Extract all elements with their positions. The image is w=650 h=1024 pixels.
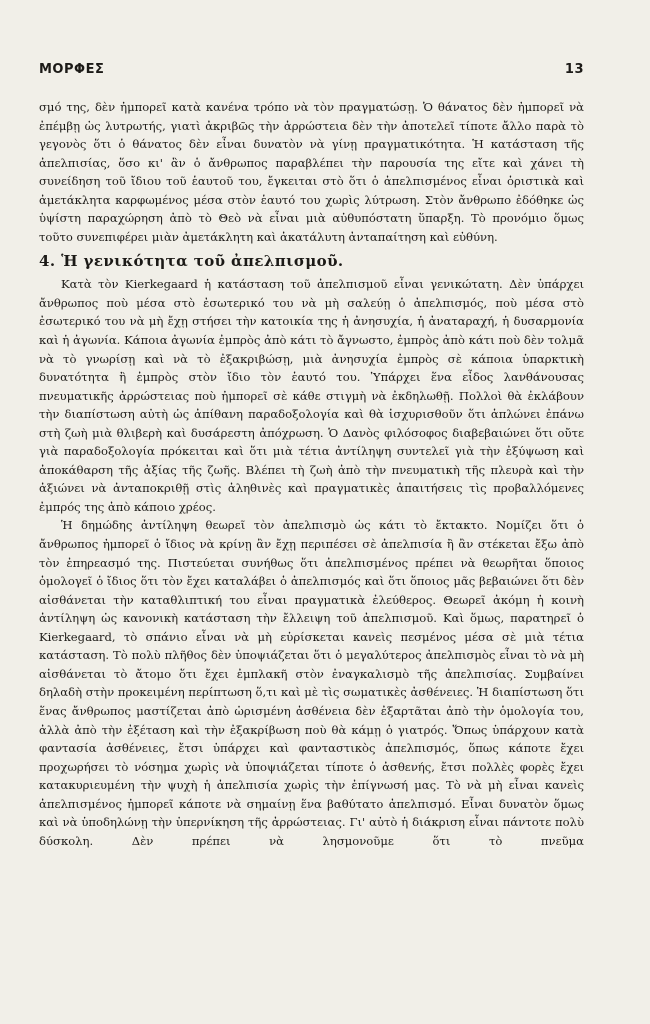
page-number: 13 bbox=[564, 62, 584, 77]
running-header bbox=[39, 62, 584, 77]
paragraph-continued: σμό της, δὲν ἠμπορεῖ κατὰ κανένα τρόπο νὰ τὸν πραγματώσῃ. Ὁ θάνατος δὲν ἠμπορεῖ νὰ ἐπέμβῃ ὡς λυτρωτής, γιατὶ ἀκριβῶς τὴν ἀρρώστεια δὲν τὴν ἀποτελεῖ τίποτε ἄλλο παρὰ τὸ γεγονὸς ὅτι ὁ θάνατος δὲν εἶναι δυνατὸν νὰ γίνῃ πραγματικότητα. Ἡ κατάσταση τῆς ἀπελπισίας, ὅσο κι' ἂν ὁ ἄνθρωπος παραβλέπει τὴν παρουσία της εἴτε καὶ χάνει τὴ συνείδηση τοῦ ἴδιου τοῦ ἑαυτοῦ του, ἔγκειται στὸ ὅτι ὁ ἀπελπισμένος εἶναι ὁριστικὰ καὶ ἀμετάκλητα καρφωμένος μέσα στὸν ἑαυτό του χωρὶς λύτρωση. Στὸν ἄνθρωπο ἐδόθηκε ὡς ὑψίστη παραχώρηση ἀπὸ τὸ Θεὸ νὰ εἶναι μιὰ αὐθυπόστατη ὕπαρξη. Τὸ προνόμιο ὅμως τοῦτο συνεπιφέρει μιὰν ἀμετάκλητη καὶ ἀκατάλυτη ἀνταπαίτηση καὶ εὐθύνη. bbox=[39, 100, 584, 244]
running-title: ΜΟΡΦΕΣ bbox=[39, 62, 105, 77]
section-title: Ἡ γενικότητα τοῦ ἀπελπισμοῦ. bbox=[61, 252, 344, 271]
page-body bbox=[39, 98, 584, 850]
section-number: 4. bbox=[39, 252, 56, 271]
section-heading bbox=[39, 250, 584, 272]
paragraph: Ἡ δημώδης ἀντίληψη θεωρεῖ τὸν ἀπελπισμὸ ὡς κάτι τὸ ἔκτακτο. Νομίζει ὅτι ὁ ἄνθρωπος ἠμπορεῖ ὁ ἴδιος νὰ κρίνῃ ἂν ἔχῃ περιπέσει σὲ ἀπελπισία ἢ ἂν στέκεται ἔξω ἀπὸ τὸν ἐπηρεασμό της. Πιστεύεται συνήθως ὅτι ἀπελπισμένος πρέπει νὰ θεωρῆται ὅποιος ὁμολογεῖ ὁ ἴδιος ὅτι τὸν ἔχει καταλάβει ὁ ἀπελπισμός καὶ ὅτι ὅποιος μᾶς βεβαιώνει ὅτι δὲν αἰσθάνεται τὴν καταθλιπτική του εἶναι πραγματικὰ ἐλεύθερος. Θεωρεῖ ἀκόμη ἡ κοινὴ ἀντίληψη ὡς κανονικὴ κατάσταση τὴν ἔλλειψη τοῦ ἀπελπισμοῦ. Καὶ ὅμως, παρατηρεῖ ὁ Kierkegaard, τὸ σπάνιο εἶναι νὰ μὴ εὑρίσκεται κανεὶς πεσμένος μέσα σὲ μιὰ τέτια κατάσταση. Τὸ πολὺ πλῆθος δὲν ὑποψιάζεται ὅτι ὁ μεγαλύτερος ἀπελπισμὸς εἶναι τὸ νὰ μὴ αἰσθάνεται τὸ ἄτομο ὅτι ἔχει ἐμπλακῆ στὸν ἐναγκαλισμὸ τῆς ἀπελπισίας. Συμβαίνει δηλαδὴ στὴν προκειμένη περίπτωση ὅ,τι καὶ μὲ τὶς σωματικὲς ἀσθένειες. Ἡ διαπίστωση ὅτι ἕνας ἄνθρωπος μαστίζεται ἀπὸ ὡρισμένη ἀσθένεια δὲν ἐξαρτᾶται ἀπὸ τὴν ὁμολογία του, ἀλλὰ ἀπὸ τὴν ἐξέταση καὶ τὴν ἐξακρίβωση ποὺ θὰ κάμῃ ὁ γιατρός. Ὅπως ὑπάρχουν κατὰ φαντασία ἀσθένειες, ἔτσι ὑπάρχει καὶ φανταστικὸς ἀπελπισμός, ὅπως κάποτε ἔχει προχωρήσει τὸ νόσημα χωρὶς νὰ ὑποψιάζεται τίποτε ὁ ἀσθενής, ἔτσι πολλὲς φορὲς ἔχει κατακυριευμένη τὴν ψυχὴ ἡ ἀπελπισία χωρὶς τὴν ἐπίγνωσή μας. Τὸ νὰ μὴ εἶναι κανεὶς ἀπελπισμένος ἠμπορεῖ κάποτε νὰ σημαίνῃ ἕνα βαθύτατο ἀπελπισμό. Εἶναι δυνατὸν ὅμως καὶ νὰ ὑποδηλώνῃ τὴν ὑπερνίκηση τῆς ἀρρώστειας. Γι' αὐτὸ ἡ διάκριση εἶναι πάντοτε πολὺ δύσκολη. Δὲν πρέπει νὰ λησμονοῦμε ὅτι τὸ πνεῦμα bbox=[39, 518, 584, 848]
paragraph: Κατὰ τὸν Kierkegaard ἡ κατάσταση τοῦ ἀπελπισμοῦ εἶναι γενικώτατη. Δὲν ὑπάρχει ἄνθρωπος ποὺ μέσα στὸ ἐσωτερικό του νὰ μὴ σαλεύῃ ὁ ἀπελπισμός, ποὺ μέσα στὸ ἐσωτερικό του νὰ μὴ ἔχῃ στήσει τὴν κατοικία της ἡ ἀνησυχία, ἡ ἀναταραχή, ἡ δυσαρμονία καὶ ἡ ἀγωνία. Κάποια ἀγωνία ἐμπρὸς ἀπὸ κάτι τὸ ἄγνωστο, ἐμπρὸς ἀπὸ κάτι ποὺ δὲν τολμᾶ νὰ τὸ γνωρίσῃ καὶ νὰ τὸ ἐξακριβώσῃ, μιὰ ἀνησυχία ἐμπρὸς σὲ κάποια ὑπαρκτικὴ δυνατότητα ἢ ἐμπρὸς στὸν ἴδιο τὸν ἑαυτό του. Ὑπάρχει ἕνα εἶδος λανθάνουσας πνευματικῆς ἀρρώστειας ποὺ ἠμπορεῖ σὲ κάθε στιγμὴ νὰ ἐκδηλωθῇ. Πολλοὶ θὰ ἐκλάβουν τὴν διαπίστωση αὐτὴ ὡς ἀπίθανη παραδοξολογία καὶ θὰ ἰσχυρισθοῦν ὅτι ἁπλώνει ἐπάνω στὴ ζωὴ μιὰ θλιβερὴ καὶ δυσάρεστη ἀπόχρωση. Ὁ Δανὸς φιλόσοφος διαβεβαιώνει ὅτι οὔτε γιὰ παραδοξολογία πρόκειται καὶ ὅτι μιὰ τέτια ἀντίληψη συντελεῖ γιὰ τὴν ἐξύψωση καὶ ἀποκάθαρση τῆς ἀξίας τῆς ζωῆς. Βλέπει τὴ ζωὴ ἀπὸ τὴν πνευματικὴ τῆς πλευρὰ καὶ τὴν ἀξιώνει νὰ ἀνταποκριθῇ στὶς ἀληθινὲς καὶ πραγματικὲς ἀπαιτήσεις τὶς προβαλλόμενες ἐμπρός της ἀπὸ κάποιο χρέος. bbox=[39, 277, 584, 514]
